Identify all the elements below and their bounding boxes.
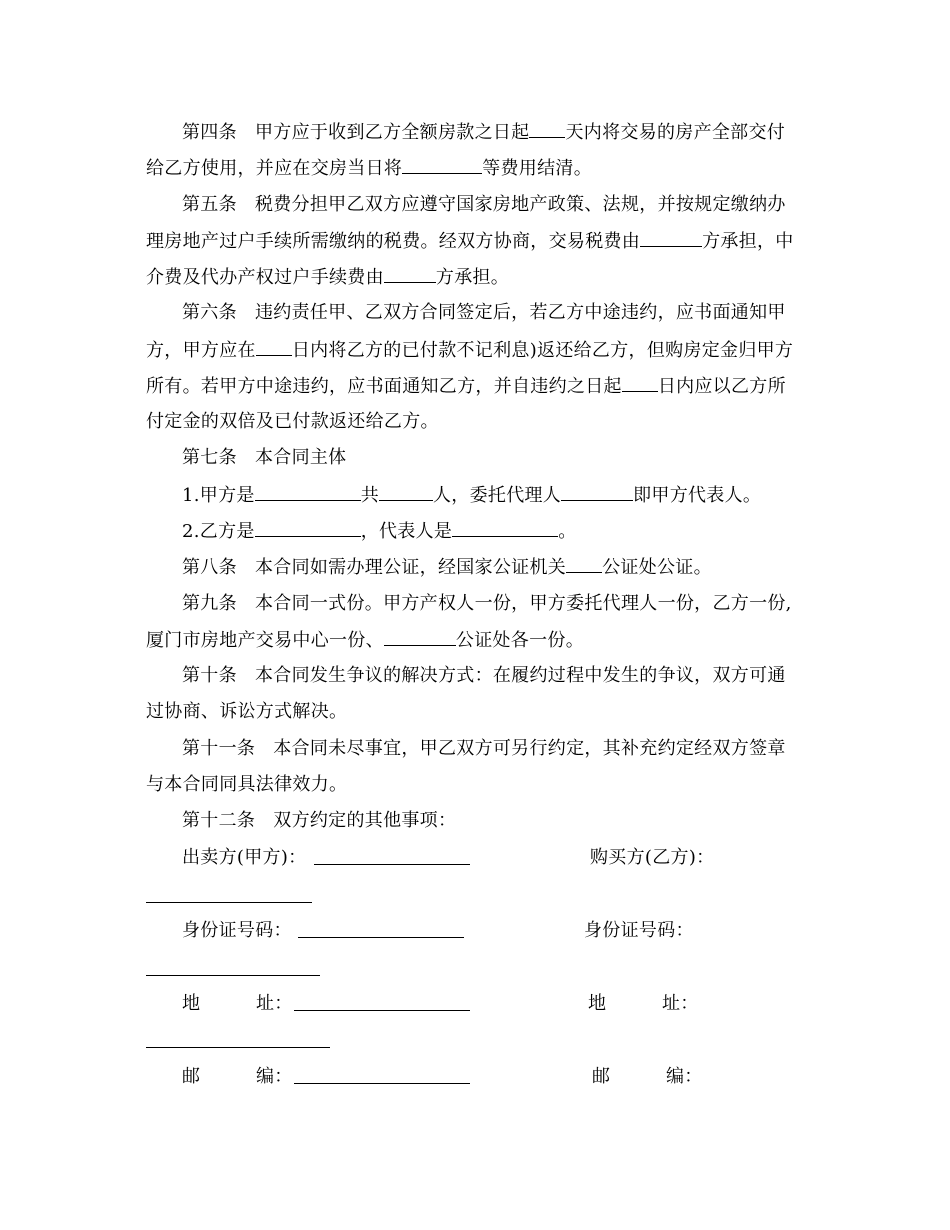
buyer-id-blank bbox=[146, 975, 320, 976]
article-6-line-2: 方，甲方应在 日内将乙方的已付款不记利息)返还给乙方，但购房定金归甲方 bbox=[146, 340, 794, 361]
article-5-line-3: 介费及代办产权过户手续费由 方承担。 bbox=[146, 267, 510, 288]
article-9-line-2: 厦门市房地产交易中心一份、 公证处各一份。 bbox=[146, 630, 585, 651]
seller-blank bbox=[314, 864, 470, 865]
blank-field bbox=[255, 483, 361, 501]
article-11-line-2: 与本合同同具法律效力。 bbox=[146, 774, 348, 795]
blank-field bbox=[452, 519, 558, 537]
article-6-line-3: 所有。若甲方中途违约，应书面通知乙方，并自违约之日起 日内应以乙方所 bbox=[146, 376, 786, 397]
article-7-title: 第七条 本合同主体 bbox=[182, 447, 347, 468]
article-6-line-4: 付定金的双倍及已付款返还给乙方。 bbox=[146, 411, 439, 432]
blank-field bbox=[384, 628, 456, 646]
seller-postcode-label-a: 邮 bbox=[182, 1066, 201, 1087]
article-6-line-1: 第六条 违约责任甲、乙双方合同签定后，若乙方中途违约，应书面通知甲 bbox=[182, 302, 786, 323]
buyer-address-label-b: 址： bbox=[662, 993, 699, 1014]
buyer-id-label: 身份证号码： bbox=[584, 920, 694, 941]
seller-postcode-blank bbox=[294, 1083, 470, 1084]
buyer-postcode-label-b: 编： bbox=[666, 1066, 703, 1087]
article-10-line-2: 过协商、诉讼方式解决。 bbox=[146, 701, 348, 722]
blank-field bbox=[566, 555, 602, 573]
article-8-line-1: 第八条 本合同如需办理公证，经国家公证机关 公证处公证。 bbox=[182, 557, 712, 578]
buyer-label: 购买方(乙方)： bbox=[590, 847, 715, 868]
seller-id-label: 身份证号码： bbox=[182, 920, 292, 941]
seller-address-label-a: 地 bbox=[182, 993, 201, 1014]
blank-field bbox=[379, 483, 433, 501]
blank-field bbox=[402, 156, 482, 174]
blank-field bbox=[561, 483, 633, 501]
buyer-address-blank bbox=[146, 1047, 330, 1048]
blank-field bbox=[255, 519, 361, 537]
blank-field bbox=[640, 229, 702, 247]
article-12-line-1: 第十二条 双方约定的其他事项： bbox=[182, 810, 457, 831]
article-4-line-2: 给乙方使用，并应在交房当日将 等费用结清。 bbox=[146, 158, 593, 179]
article-4-line-1: 第四条 甲方应于收到乙方全额房款之日起 天内将交易的房产全部交付 bbox=[182, 122, 786, 143]
seller-postcode-label-b: 编： bbox=[256, 1066, 293, 1087]
article-7-party-a: 1.甲方是 共 人，委托代理人 即甲方代表人。 bbox=[182, 485, 762, 506]
blank-field bbox=[529, 120, 565, 138]
blank-field bbox=[256, 338, 292, 356]
blank-field bbox=[384, 265, 436, 283]
article-11-line-1: 第十一条 本合同未尽事宜，甲乙双方可另行约定，其补充约定经双方签章 bbox=[182, 738, 786, 759]
seller-address-label-b: 址： bbox=[256, 993, 293, 1014]
buyer-blank bbox=[146, 902, 312, 903]
seller-address-blank bbox=[294, 1010, 470, 1011]
article-10-line-1: 第十条 本合同发生争议的解决方式：在履约过程中发生的争议，双方可通 bbox=[182, 665, 786, 686]
article-9-line-1: 第九条 本合同一式份。甲方产权人一份，甲方委托代理人一份，乙方一份, bbox=[182, 593, 792, 614]
article-7-party-b: 2.乙方是 ，代表人是 。 bbox=[182, 521, 577, 542]
seller-label: 出卖方(甲方)： bbox=[182, 847, 307, 868]
blank-field bbox=[622, 374, 658, 392]
buyer-postcode-label-a: 邮 bbox=[592, 1066, 611, 1087]
seller-id-blank bbox=[298, 937, 464, 938]
article-5-line-2: 理房地产过户手续所需缴纳的税费。经双方协商，交易税费由 方承担，中 bbox=[146, 231, 794, 252]
article-5-line-1: 第五条 税费分担甲乙双方应遵守国家房地产政策、法规，并按规定缴纳办 bbox=[182, 194, 786, 215]
buyer-address-label-a: 地 bbox=[588, 993, 607, 1014]
